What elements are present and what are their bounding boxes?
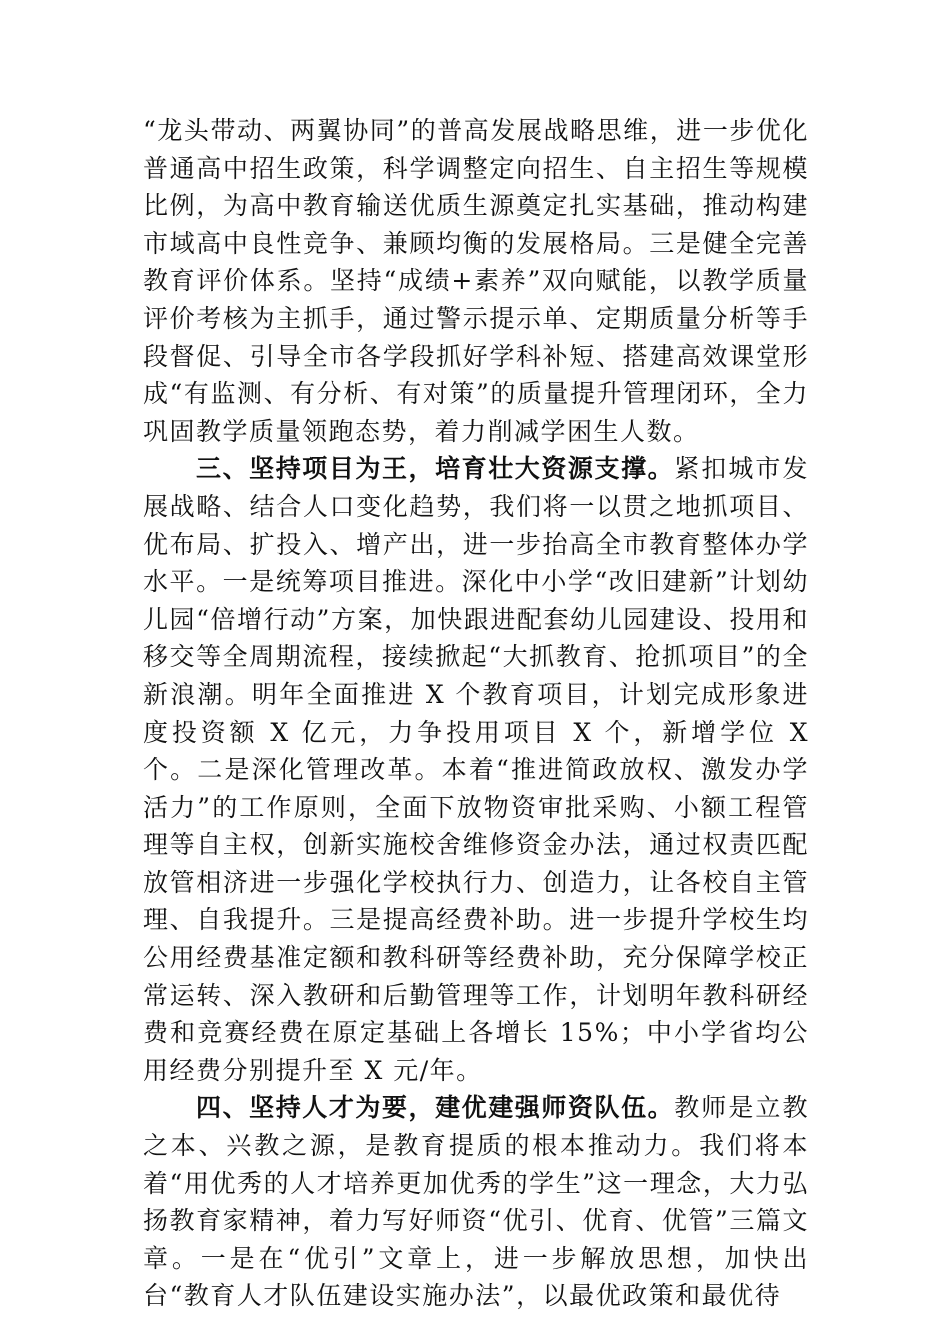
paragraph-text: 教师是立教之本、兴教之源，是教育提质的根本推动力。我们将本着“用优秀的人才培养更加优秀的学生”这一理念，大力弘扬教育家精神，着力写好师资“优引、优育、优管”三篇文章。一是在“优引”文章上，进一步解放思想，加快出台“教育人才队伍建设实施办法”，以最优政策和最优待 [143, 1093, 809, 1311]
paragraph-section-four [143, 1089, 809, 1315]
paragraph-continuation [143, 112, 809, 450]
section-heading-four: 四、坚持人才为要，建优建强师资队伍。 [196, 1093, 675, 1123]
document-body [143, 112, 809, 1315]
paragraph-text: “龙头带动、两翼协同”的普高发展战略思维，进一步优化普通高中招生政策，科学调整定向招生、自主招生等规模比例，为高中教育输送优质生源奠定扎实基础，推动构建市域高中良性竞争、兼顾均衡的发展格局。三是健全完善教育评价体系。坚持“成绩+素养”双向赋能，以教学质量评价考核为主抓手，通过警示提示单、定期质量分析等手段督促、引导全市各学段抓好学科补短、搭建高效课堂形成“有监测、有分析、有对策”的质量提升管理闭环，全力巩固教学质量领跑态势，着力削减学困生人数。 [143, 116, 809, 446]
paragraph-text: 紧扣城市发展战略、结合人口变化趋势，我们将一以贯之地抓项目、优布局、扩投入、增产出，进一步抬高全市教育整体办学水平。一是统筹项目推进。深化中小学“改旧建新”计划幼儿园“倍增行动”方案，加快跟进配套幼儿园建设、投用和移交等全周期流程，接续掀起“大抓教育、抢抓项目”的全新浪潮。明年全面推进 X 个教育项目，计划完成形象进度投资额 X 亿元，力争投用项目 X 个，新增学位 X 个。二是深化管理改革。本着“推进简政放权、激发办学活力”的工作原则，全面下放物资审批采购、小额工程管理等自主权，创新实施校舍维修资金办法，通过权责匹配放管相济进一步强化学校执行力、创造力，让各校自主管理、自我提升。三是提高经费补助。进一步提升学校生均公用经费基准定额和教科研等经费补助，充分保障学校正常运转、深入教研和后勤管理等工作，计划明年教科研经费和竞赛经费在原定基础上各增长 15%；中小学省均公用经费分别提升至 X 元/年。 [143, 454, 809, 1085]
paragraph-section-three [143, 450, 809, 1089]
section-heading-three: 三、坚持项目为王，培育壮大资源支撑。 [196, 454, 675, 484]
